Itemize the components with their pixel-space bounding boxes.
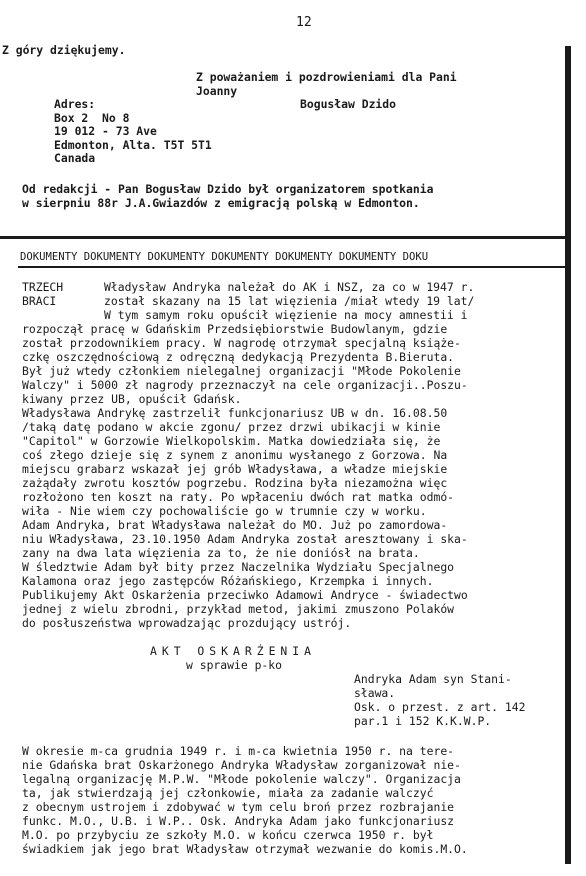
body-line: coś złego dzieje się z synem z anonimu wysłanego z Gorzowa. Na [22, 448, 448, 462]
body-line: czkę oszczędnościową z odręczną dedykacją Prezydenta B.Bieruta. [22, 350, 455, 364]
body-line: miejscu grabarz wskazał jej grób Władysława, a władze miejskie [22, 462, 448, 476]
address-line: Box 2 No 8 [54, 111, 130, 125]
body-line: niu Władysława, 23.10.1950 Adam Andryka został aresztowany i ska- [22, 532, 468, 546]
body-line: zany na dwa lata więzienia za to, że nie doniósł na brata. [22, 546, 420, 560]
body-line: Adam Andryka, brat Władysława należał do MO. Już po zamordowa- [22, 518, 448, 532]
indictment-line: legalną organizację M.P.W. "Młode pokolenie walczy". Organizacja [22, 772, 461, 786]
body-line: do posłuszeństwa wprowadzając prozdujący ustrój. [22, 616, 352, 630]
indictment-line: W okresie m-ca grudnia 1949 r. i m-ca kwietnia 1950 r. na tere- [22, 744, 455, 758]
side-heading-line: TRZECH [22, 280, 64, 294]
indictment-line: nie Gdańska brat Oskarżonego Andryka Władysław zorganizował nie- [22, 758, 461, 772]
indictment-line: ta, jak stwierdzają jej członkowie, miała za zadanie walczyć [22, 786, 434, 800]
defendant-line: Osk. o przest. z art. 142 [354, 700, 526, 714]
body-line: Był już wtedy członkiem nielegalnej organizacji "Młode Pokolenie [22, 364, 461, 378]
indictment-line: z obecnym ustrojem i zdobywać w tym celu broń przez rozbrajanie [22, 800, 455, 814]
indictment-line: świadkiem jak jego brat Władysław otrzymał wezwanie do komis.M.O. [22, 842, 468, 856]
margin-bar [565, 46, 571, 864]
editor-note-line: w sierpniu 88r J.A.Gwiazdów z emigracją polską w Edmonton. [22, 196, 420, 210]
body-line: "Capitol" w Gorzowie Wielkopolskim. Matka dowiedziała się, że [22, 434, 441, 448]
body-line: Kalamona oraz jego zastępców Różańskiego, Krzempka i innych. [22, 574, 434, 588]
defendant-line: Andryka Adam syn Stani- [354, 672, 512, 686]
body-line: rozpoczął pracę w Gdańskim Przedsiębiorstwie Budowlanym, gdzie [22, 322, 448, 336]
letter-salutation: Z poważaniem i pozdrowieniami dla Pani [196, 70, 457, 84]
body-line: Władysław Andryka należał do AK i NSZ, za co w 1947 r. [104, 280, 475, 294]
body-line: został skazany na 15 lat więzienia /miał wtedy 19 lat/ [104, 294, 475, 308]
defendant-line: sława. [354, 686, 396, 700]
body-line: /taką datę podano w akcie zgonu/ przez drzwi ubikacji w kinie [22, 420, 441, 434]
editor-note-line: Od redakcji - Pan Bogusław Dzido był organizatorem spotkania [22, 182, 434, 196]
body-line: W tym samym roku opuścił więzienie na mocy amnestii i [104, 308, 468, 322]
letter-closing: Z góry dziękujemy. [2, 43, 126, 57]
body-line: wiła - Nie wiem czy pochowaliście go w trumnie czy w worku. [22, 504, 427, 518]
address-label: Adres: [54, 97, 96, 111]
body-line: Władysława Andrykę zastrzelił funkcjonariusz UB w dn. 16.08.50 [22, 406, 448, 420]
body-line: rozłożono ten koszt na raty. Po wpłaceniu dwóch rat matka odmó- [22, 490, 455, 504]
body-line: zażądały zwrotu kosztów pogrzebu. Rodzina była niezamożna więc [22, 476, 448, 490]
page-number: 12 [296, 15, 312, 30]
body-line: jednej z wielu zbrodni, przykład metod, jakimi zmuszono Polaków [22, 602, 455, 616]
body-line: kiwany przez UB, opuścił Gdańsk. [22, 392, 242, 406]
body-line: Walczy" i 5000 zł nagrody przeznaczył na cele organizacji..Poszu- [22, 378, 468, 392]
indictment-line: M.O. po przybyciu ze szkoły M.O. w końcu czerwca 1950 r. był [22, 828, 434, 842]
header-rule [18, 266, 566, 268]
letter-salutation-name: Joanny [196, 84, 238, 98]
body-line: został przodownikiem pracy. W nagrodę otrzymał specjalną książe- [22, 336, 461, 350]
indictment-line: funkc. M.O., U.B. i W.P.. Osk. Andryka Adam jako funkcjonariusz [22, 814, 455, 828]
address-line: 19 012 - 73 Ave [54, 124, 157, 138]
defendant-line: par.1 i 152 K.K.W.P. [354, 714, 492, 728]
act-title: AKT OSKARŻENIA [150, 644, 317, 658]
act-subtitle: w sprawie p-ko [186, 658, 283, 672]
body-line: Publikujemy Akt Oskarżenia przeciwko Adamowi Andryce - świadectwo [22, 588, 468, 602]
section-divider [0, 236, 571, 239]
section-header: DOKUMENTY DOKUMENTY DOKUMENTY DOKUMENTY DOKUMENTY DOKUMENTY DOKU [20, 251, 429, 263]
letter-signature: Bogusław Dzido [300, 97, 397, 111]
address-line: Canada [54, 151, 96, 165]
body-line: W śledztwie Adam był bity przez Naczelnika Wydziału Specjalnego [22, 560, 455, 574]
address-line: Edmonton, Alta. T5T 5T1 [54, 138, 212, 152]
side-heading-line: BRACI [22, 294, 57, 308]
